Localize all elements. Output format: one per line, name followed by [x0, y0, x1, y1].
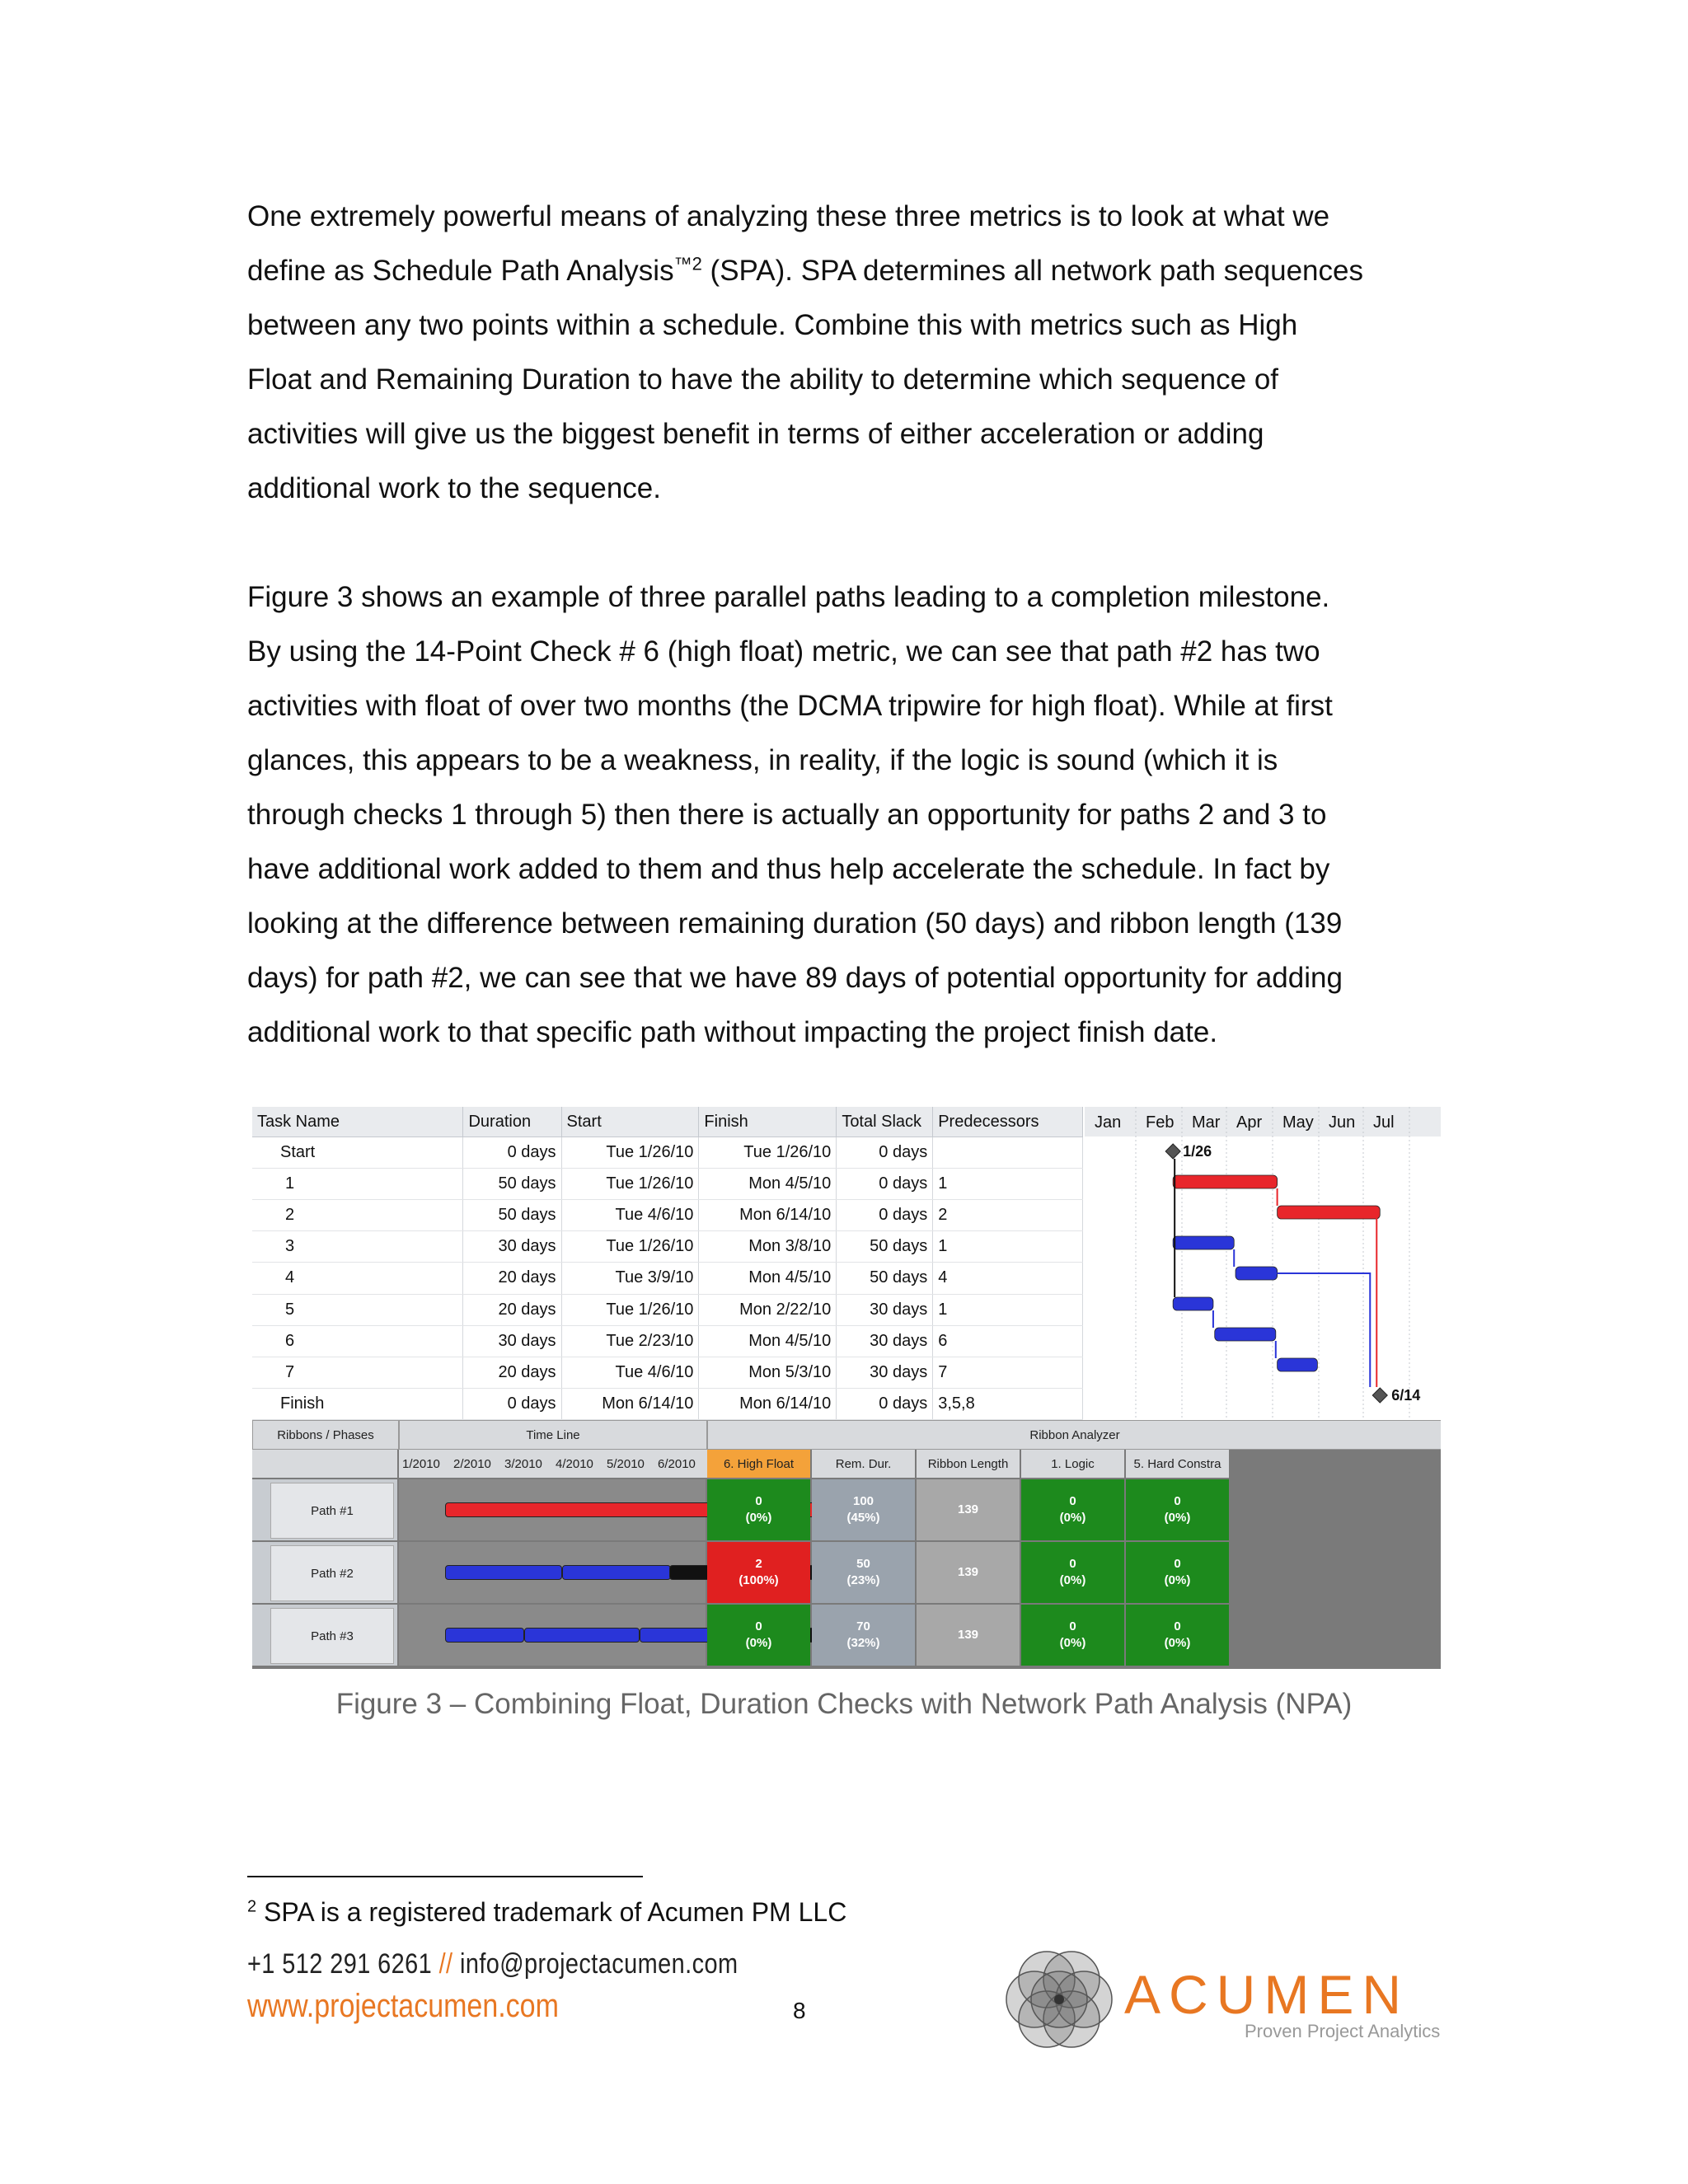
footer-email[interactable]: info@projectacumen.com	[459, 1948, 738, 1980]
dependency-link	[1375, 1212, 1376, 1387]
metric-column-header[interactable]: 1. Logic	[1021, 1450, 1124, 1478]
table-cell: 0 days	[463, 1137, 561, 1169]
table-cell: 4	[252, 1263, 463, 1294]
brand-name: ACUMEN	[1124, 1964, 1410, 2025]
month-label: May	[1282, 1113, 1314, 1132]
trademark-symbol: ™	[673, 253, 692, 274]
metric-cell[interactable]	[1021, 1605, 1124, 1666]
path-label-button[interactable]: Path #2	[270, 1545, 394, 1601]
table-cell: 30 days	[837, 1357, 933, 1388]
text-run: define as Schedule Path Analysis	[247, 255, 674, 287]
text-line: looking at the difference between remaining duration (50 days) and ribbon length (139	[247, 907, 1343, 940]
task-bar	[1236, 1267, 1278, 1280]
column-header[interactable]: Task Name	[252, 1107, 463, 1137]
metric-value: (45%)	[846, 1511, 880, 1525]
footnote-rule	[247, 1876, 643, 1877]
text-line: additional work to the sequence.	[247, 472, 661, 504]
table-cell: 50 days	[837, 1231, 933, 1263]
metric-value: 0	[1069, 1619, 1076, 1633]
path-label-button[interactable]: Path #3	[270, 1608, 394, 1664]
metric-cell[interactable]	[1126, 1605, 1229, 1666]
start-milestone-label: 1/26	[1183, 1143, 1212, 1160]
finish-milestone-label: 6/14	[1391, 1387, 1421, 1404]
metric-value: (0%)	[1164, 1573, 1191, 1587]
metric-value: 0	[755, 1494, 762, 1508]
table-cell: 3	[252, 1231, 463, 1263]
path-label-button[interactable]: Path #1	[270, 1483, 394, 1539]
metric-cell[interactable]	[1126, 1542, 1229, 1603]
metric-value: 100	[852, 1494, 874, 1508]
text-line: Float and Remaining Duration to have the ability to determine which sequence of	[247, 363, 1279, 396]
table-cell: Tue 1/26/10	[561, 1169, 699, 1200]
month-label: Jul	[1373, 1113, 1395, 1132]
table-cell: 1	[933, 1294, 1083, 1325]
column-header[interactable]: Start	[561, 1107, 699, 1137]
metric-value: 0	[1069, 1494, 1076, 1508]
metric-cell[interactable]	[1021, 1479, 1124, 1540]
table-cell: 20 days	[463, 1357, 561, 1388]
metric-cell[interactable]	[1126, 1479, 1229, 1540]
footnote-number: 2	[247, 1897, 257, 1916]
metric-value: (0%)	[745, 1511, 772, 1525]
gantt-task-table	[252, 1107, 1083, 1420]
table-cell: 30 days	[837, 1294, 933, 1325]
footnote-text: SPA is a registered trademark of Acumen PM LLC	[256, 1897, 847, 1927]
table-cell: 7	[252, 1357, 463, 1388]
table-cell: 30 days	[837, 1325, 933, 1357]
metric-value: 139	[957, 1565, 979, 1579]
timeline-month-label: 4/2010	[552, 1450, 605, 1478]
body-paragraph-2	[247, 570, 1451, 1060]
text-line: additional work to that specific path without impacting the project finish date.	[247, 1016, 1218, 1048]
month-label: Jun	[1329, 1113, 1356, 1132]
metric-value: 139	[957, 1628, 979, 1642]
table-cell: Mon 4/5/10	[699, 1325, 837, 1357]
metric-cell[interactable]	[707, 1479, 810, 1540]
table-cell: 20 days	[463, 1263, 561, 1294]
column-header[interactable]: Total Slack	[837, 1107, 933, 1137]
table-cell: 30 days	[463, 1325, 561, 1357]
table-cell: Tue 1/26/10	[561, 1137, 699, 1169]
body-paragraph-1	[247, 190, 1451, 516]
metric-value: (0%)	[1059, 1511, 1086, 1525]
metric-value: (0%)	[745, 1636, 772, 1650]
table-row[interactable]	[252, 1231, 1083, 1263]
table-cell: 3,5,8	[933, 1388, 1083, 1419]
table-cell: 0 days	[837, 1137, 933, 1169]
metric-value: 0	[1174, 1494, 1181, 1508]
table-cell: Mon 3/8/10	[699, 1231, 837, 1263]
table-cell: 50 days	[463, 1169, 561, 1200]
metric-cell[interactable]	[1021, 1542, 1124, 1603]
table-cell: 0 days	[837, 1169, 933, 1200]
metric-value: (23%)	[846, 1573, 880, 1587]
metric-cell[interactable]	[917, 1605, 1020, 1666]
month-label: Feb	[1146, 1113, 1175, 1132]
table-cell: 4	[933, 1263, 1083, 1294]
metric-value: (32%)	[846, 1636, 880, 1650]
table-cell: Tue 1/26/10	[561, 1231, 699, 1263]
table-cell: 2	[252, 1200, 463, 1231]
table-cell: Tue 1/26/10	[561, 1294, 699, 1325]
table-cell: 6	[252, 1325, 463, 1357]
timeline-month-label: 1/2010	[399, 1450, 452, 1478]
metric-cell[interactable]	[707, 1605, 810, 1666]
table-cell: 5	[252, 1294, 463, 1325]
footnote	[247, 1897, 846, 1928]
text-line: activities with float of over two months (the DCMA tripwire for high float). While at first	[247, 690, 1333, 722]
metric-value: 0	[1069, 1557, 1076, 1571]
metric-value: 0	[1174, 1619, 1181, 1633]
table-cell: Start	[252, 1137, 463, 1169]
table-cell: 6	[933, 1325, 1083, 1357]
figure-caption: Figure 3 – Combining Float, Duration Checks with Network Path Analysis (NPA)	[335, 1688, 1353, 1720]
metric-cell[interactable]	[812, 1605, 915, 1666]
table-cell: Finish	[252, 1388, 463, 1419]
table-row[interactable]	[252, 1325, 1083, 1357]
brand-tagline: Proven Project Analytics	[1245, 2021, 1441, 2041]
table-cell: 1	[252, 1169, 463, 1200]
metric-value: 0	[755, 1619, 762, 1633]
text-line: days) for path #2, we can see that we have 89 days of potential opportunity for adding	[247, 962, 1343, 994]
footer-website-link[interactable]: www.projectacumen.com	[247, 1988, 559, 2024]
metric-value: 2	[755, 1557, 762, 1571]
table-cell: 20 days	[463, 1294, 561, 1325]
column-header[interactable]: Predecessors	[933, 1107, 1083, 1137]
table-cell: Tue 4/6/10	[561, 1357, 699, 1388]
ribbons-phases-header: Ribbons / Phases	[252, 1420, 399, 1450]
text-line: have additional work added to them and thus help accelerate the schedule. In fact by	[247, 853, 1330, 885]
footer-phone: +1 512 291 6261	[247, 1948, 433, 1980]
month-label: Apr	[1236, 1113, 1263, 1132]
table-cell: 50 days	[837, 1263, 933, 1294]
timeline-header: Time Line	[399, 1420, 707, 1450]
table-cell: Mon 6/14/10	[699, 1200, 837, 1231]
table-cell: Mon 2/22/10	[699, 1294, 837, 1325]
table-row[interactable]	[252, 1357, 1083, 1388]
table-row[interactable]	[252, 1263, 1083, 1294]
timeline-ribbon-bar	[445, 1628, 524, 1643]
metric-value: (0%)	[1059, 1636, 1086, 1650]
text-line: By using the 14-Point Check # 6 (high float) metric, we can see that path #2 has two	[247, 635, 1320, 668]
metric-value: 70	[856, 1619, 870, 1633]
column-header[interactable]: Finish	[699, 1107, 837, 1137]
table-cell: 2	[933, 1200, 1083, 1231]
metric-value: (0%)	[1164, 1511, 1191, 1525]
timeline-ribbon-bar	[445, 1565, 562, 1580]
page-number: 8	[793, 1998, 806, 2023]
table-cell: 0 days	[463, 1388, 561, 1419]
timeline-month-label: 6/2010	[654, 1450, 707, 1478]
table-cell: Tue 1/26/10	[699, 1137, 837, 1169]
metric-cell[interactable]	[812, 1542, 915, 1603]
footnote-reference[interactable]: 2	[692, 253, 702, 274]
table-cell: 30 days	[463, 1231, 561, 1263]
metric-cell[interactable]	[917, 1542, 1020, 1603]
table-cell: Tue 4/6/10	[561, 1200, 699, 1231]
text-line: glances, this appears to be a weakness, in reality, if the logic is sound (which it is	[247, 744, 1278, 776]
task-bar	[1278, 1358, 1318, 1371]
task-bar	[1173, 1236, 1234, 1249]
timeline-ribbon-bar	[524, 1628, 640, 1643]
task-bar	[1278, 1206, 1381, 1219]
text-line: between any two points within a schedule. Combine this with metrics such as High	[247, 309, 1298, 341]
metric-column-header[interactable]: Rem. Dur.	[812, 1450, 915, 1478]
finish-milestone	[1372, 1388, 1387, 1403]
table-row[interactable]	[252, 1388, 1083, 1419]
metric-value: 139	[957, 1502, 979, 1516]
text-run: (SPA). SPA determines all network path sequences	[701, 255, 1363, 287]
metric-cell[interactable]	[812, 1479, 915, 1540]
metric-column-header[interactable]: Ribbon Length	[917, 1450, 1020, 1478]
footer-separator: //	[438, 1948, 453, 1980]
metric-column-header[interactable]: 6. High Float	[707, 1450, 810, 1478]
text-line: One extremely powerful means of analyzing these three metrics is to look at what we	[247, 200, 1330, 232]
task-bar	[1173, 1175, 1277, 1188]
ribbon-subheader-blank	[252, 1450, 397, 1478]
timeline-ribbon-bar	[562, 1565, 671, 1580]
table-cell: Mon 6/14/10	[699, 1388, 837, 1419]
table-cell: 7	[933, 1357, 1083, 1388]
task-bar	[1215, 1328, 1276, 1341]
metric-value: 0	[1174, 1557, 1181, 1571]
month-label: Mar	[1192, 1113, 1221, 1132]
table-cell: Tue 2/23/10	[561, 1325, 699, 1357]
text-line	[247, 244, 1451, 298]
table-cell: Mon 4/5/10	[699, 1169, 837, 1200]
ribbon-analyzer-header: Ribbon Analyzer	[707, 1420, 1441, 1450]
metric-column-header[interactable]: 5. Hard Constra	[1126, 1450, 1229, 1478]
table-cell: 0 days	[837, 1200, 933, 1231]
timeline-month-label: 5/2010	[603, 1450, 656, 1478]
figure-3	[252, 1107, 1441, 1669]
text-line: Figure 3 shows an example of three parallel paths leading to a completion milestone.	[247, 581, 1330, 613]
table-cell: Mon 4/5/10	[699, 1263, 837, 1294]
table-cell: 1	[933, 1231, 1083, 1263]
start-milestone	[1165, 1144, 1180, 1159]
ribbon-analyzer-panel	[252, 1420, 1441, 1669]
table-cell: Mon 6/14/10	[561, 1388, 699, 1419]
metric-cell[interactable]	[917, 1479, 1020, 1540]
task-bar	[1173, 1297, 1213, 1310]
month-label: Jan	[1095, 1113, 1122, 1132]
text-line: activities will give us the biggest benefit in terms of either acceleration or adding	[247, 418, 1264, 450]
table-cell: 1	[933, 1169, 1083, 1200]
metric-value: (0%)	[1164, 1636, 1191, 1650]
table-row[interactable]	[252, 1294, 1083, 1325]
text-line: through checks 1 through 5) then there is actually an opportunity for paths 2 and 3 to	[247, 799, 1327, 831]
metric-value: 50	[856, 1557, 870, 1571]
timeline-month-label: 3/2010	[501, 1450, 554, 1478]
metric-cell[interactable]	[707, 1542, 810, 1603]
footer-contact	[247, 1948, 738, 1980]
table-cell: 0 days	[837, 1388, 933, 1419]
metric-value: (0%)	[1059, 1573, 1086, 1587]
table-cell: 50 days	[463, 1200, 561, 1231]
metric-value: (100%)	[738, 1573, 779, 1587]
timeline-month-label: 2/2010	[450, 1450, 503, 1478]
table-cell	[933, 1137, 1083, 1169]
table-cell: Tue 3/9/10	[561, 1263, 699, 1294]
table-row[interactable]	[252, 1137, 1083, 1169]
gantt-chart	[1085, 1107, 1441, 1420]
table-row[interactable]	[252, 1169, 1083, 1200]
table-cell: Mon 5/3/10	[699, 1357, 837, 1388]
table-row[interactable]	[252, 1200, 1083, 1231]
column-header[interactable]: Duration	[463, 1107, 561, 1137]
